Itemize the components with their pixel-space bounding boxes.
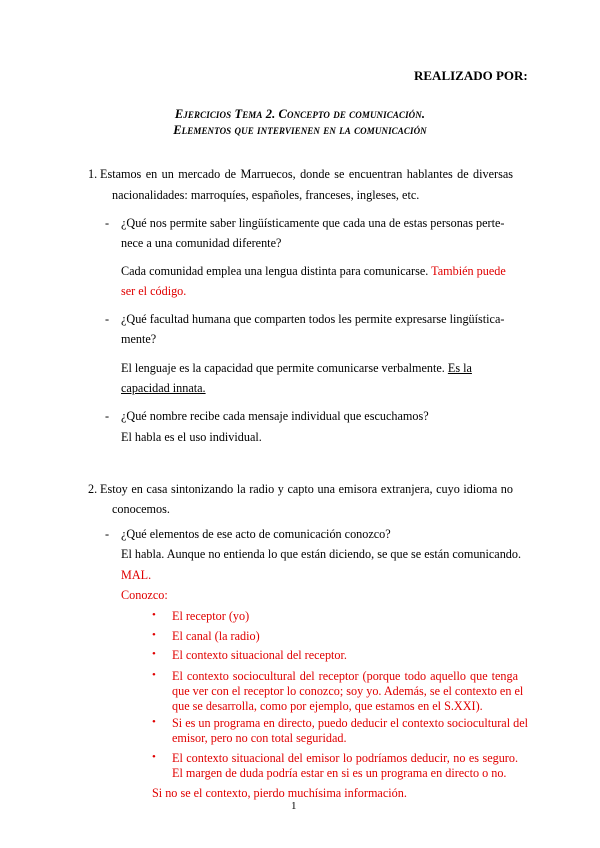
- bullet-icon: •: [152, 629, 156, 641]
- question-number: 1.: [88, 167, 98, 181]
- sub-question-text: ¿Qué elementos de ese acto de comunicación conozco?: [121, 527, 391, 541]
- dash-marker: -: [105, 312, 110, 326]
- bullet-text: que ver con el receptor lo conozco; soy yo. Además, se el contexto en el: [172, 684, 524, 698]
- correction-text: ser el código.: [121, 284, 187, 298]
- answer-line: [121, 264, 506, 278]
- dash-marker: -: [105, 216, 110, 230]
- correction-conozco: Conozco:: [121, 588, 168, 602]
- question-text-line: nacionalidades: marroquíes, españoles, franceses, ingleses, etc.: [112, 188, 420, 202]
- sub-question-text: ¿Qué facultad humana que comparten todos les permite expresarse lingüística-: [121, 312, 505, 326]
- bullet-text: emisor, pero no con total seguridad.: [172, 731, 347, 745]
- sub-question-text: nece a una comunidad diferente?: [121, 236, 282, 250]
- sub-question-text: ¿Qué nos permite saber lingüísticamente que cada una de estas personas perte-: [121, 216, 505, 230]
- bullet-icon: •: [152, 669, 156, 681]
- bullet-text: El contexto sociocultural del receptor (porque todo aquello que tenga: [172, 669, 518, 683]
- correction-mal: MAL.: [121, 568, 152, 582]
- question-text-line: Estamos en un mercado de Marruecos, donde se encuentran hablantes de diversas: [100, 167, 513, 181]
- bullet-text: que se desarrolla, como por ejemplo, que estamos en el S.XXI).: [172, 699, 483, 713]
- answer-text: El lenguaje es la capacidad que permite comunicarse verbalmente.: [121, 361, 445, 375]
- document-title-line1: Ejercicios Tema 2. Concepto de comunicación.: [174, 107, 426, 121]
- bullet-icon: •: [152, 716, 156, 728]
- bullet-icon: •: [152, 609, 156, 621]
- bullet-text: El margen de duda podría estar en si es un programa en directo o no.: [172, 766, 507, 780]
- bullet-text: El contexto situacional del receptor.: [172, 648, 347, 662]
- bullet-text: El canal (la radio): [172, 629, 260, 643]
- answer-text: El habla es el uso individual.: [121, 430, 262, 444]
- correction-text: También puede: [431, 264, 506, 278]
- realizado-por-label: REALIZADO POR:: [414, 68, 528, 83]
- answer-line: [121, 361, 472, 375]
- underlined-text: capacidad innata.: [121, 381, 206, 395]
- bullet-text: Si es un programa en directo, puedo deducir el contexto sociocultural del: [172, 716, 529, 730]
- bullet-text: El contexto situacional del emisor lo podríamos deducir, no es seguro.: [172, 751, 518, 765]
- document-title-line2: Elementos que intervienen en la comunicación: [173, 123, 427, 137]
- bullet-text: El receptor (yo): [172, 609, 250, 623]
- dash-marker: -: [105, 527, 110, 541]
- question-number: 2.: [88, 482, 98, 496]
- page-number: 1: [291, 800, 297, 812]
- closing-note: Si no se el contexto, pierdo muchísima información.: [152, 786, 407, 800]
- answer-text: Cada comunidad emplea una lengua distinta para comunicarse.: [121, 264, 429, 278]
- sub-question-text: mente?: [121, 332, 157, 346]
- underlined-text: Es la: [447, 361, 472, 375]
- question-text-line: conocemos.: [112, 502, 170, 516]
- dash-marker: -: [105, 409, 110, 423]
- bullet-icon: •: [152, 648, 156, 660]
- bullet-icon: •: [152, 751, 156, 763]
- question-text-line: Estoy en casa sintonizando la radio y capto una emisora extranjera, cuyo idioma no: [100, 482, 513, 496]
- answer-text: El habla. Aunque no entienda lo que están diciendo, se que se están comunicando.: [121, 547, 522, 561]
- sub-question-text: ¿Qué nombre recibe cada mensaje individual que escuchamos?: [121, 409, 429, 423]
